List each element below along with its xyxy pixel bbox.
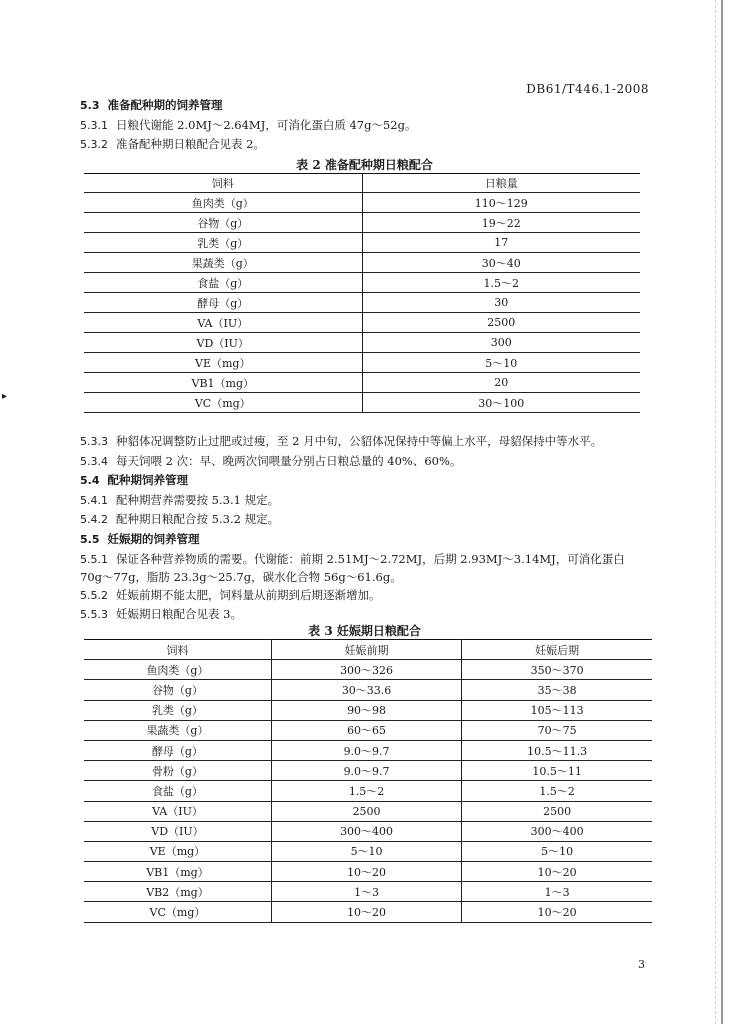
table-row: [84, 801, 652, 821]
table-cell: 19～22: [362, 213, 640, 233]
section-number: 5.4.1: [80, 494, 108, 507]
section-text: 妊娠期日粮配合见表 3。: [116, 607, 242, 621]
table-cell: 300～400: [271, 821, 461, 841]
table-cell: 10～20: [271, 902, 461, 922]
table-row: [84, 882, 652, 902]
section-number: 5.4.2: [80, 513, 108, 526]
table3-caption: 表 3 妊娠期日粮配合: [308, 624, 421, 638]
section-number: 5.5.3: [80, 608, 108, 621]
table-cell: 5～10: [362, 353, 640, 373]
section-line: [80, 97, 223, 113]
section-text: 每天饲喂 2 次：早、晚两次饲喂量分别占日粮总量的 40%、60%。: [116, 454, 462, 468]
table-cell: 10～20: [462, 862, 652, 882]
table-cell: VA（IU）: [84, 801, 271, 821]
table-cell: VA（IU）: [84, 313, 362, 333]
table-header-cell: 妊娠后期: [462, 640, 652, 660]
section-line: [80, 492, 279, 508]
table-cell: 谷物（g）: [84, 213, 362, 233]
table-row: [84, 313, 640, 333]
scan-edge: [721, 0, 723, 1024]
table-row: [84, 293, 640, 313]
section-number: 5.3.4: [80, 455, 108, 468]
table-cell: 1～3: [271, 882, 461, 902]
section-line: [80, 569, 402, 585]
section-number: 5.3: [80, 99, 100, 112]
table-cell: 110～129: [362, 193, 640, 213]
table-cell: 9.0～9.7: [271, 761, 461, 781]
table2: [84, 173, 640, 413]
table-cell: VB2（mg）: [84, 882, 271, 902]
table-row: [84, 902, 652, 922]
section-text: 日粮代谢能 2.0MJ～2.64MJ，可消化蛋白质 47g～52g。: [116, 118, 417, 132]
table-cell: 2500: [362, 313, 640, 333]
table-cell: 食盐（g）: [84, 781, 271, 801]
table-cell: VB1（mg）: [84, 373, 362, 393]
section-line: [80, 511, 279, 527]
section-number: 5.5: [80, 533, 100, 546]
section-number: 5.5.2: [80, 589, 108, 602]
table-cell: 鱼肉类（g）: [84, 193, 362, 213]
table-cell: 酵母（g）: [84, 293, 362, 313]
section-text: 70g～77g，脂肪 23.3g～25.7g，碳水化合物 56g～61.6g。: [80, 570, 402, 584]
section-text: 种貂体况调整防止过肥或过瘦，至 2 月中旬，公貂体况保持中等偏上水平，母貂保持中等水平。: [116, 434, 603, 448]
table-header-cell: 饲料: [84, 174, 362, 193]
table-cell: 300: [362, 333, 640, 353]
table2-caption: 表 2 准备配种期日粮配合: [296, 158, 433, 172]
table-cell: 105～113: [462, 700, 652, 720]
table-cell: 90～98: [271, 700, 461, 720]
table-row: [84, 273, 640, 293]
section-number: 5.5.1: [80, 553, 108, 566]
section-number: 5.4: [80, 474, 100, 487]
page-number: 3: [638, 958, 645, 971]
table2-header-row: [84, 174, 640, 193]
table-cell: 30～33.6: [271, 680, 461, 700]
table-cell: 10.5～11: [462, 761, 652, 781]
table-row: [84, 700, 652, 720]
table-header-cell: 饲料: [84, 640, 271, 660]
table-row: [84, 660, 652, 680]
table-cell: 10～20: [271, 862, 461, 882]
table-cell: 乳类（g）: [84, 233, 362, 253]
table3: [84, 639, 652, 923]
table-cell: VE（mg）: [84, 841, 271, 861]
table-cell: 乳类（g）: [84, 700, 271, 720]
table-row: [84, 353, 640, 373]
table-cell: VB1（mg）: [84, 862, 271, 882]
table-header-cell: 日粮量: [362, 174, 640, 193]
table-cell: 5～10: [462, 841, 652, 861]
table-row: [84, 761, 652, 781]
section-number: 5.3.3: [80, 435, 108, 448]
section-line: [80, 453, 461, 469]
table-row: [84, 781, 652, 801]
section-text: 配种期日粮配合按 5.3.2 规定。: [116, 512, 280, 526]
section-line: [80, 472, 188, 488]
table-cell: 350～370: [462, 660, 652, 680]
table-row: [84, 862, 652, 882]
table-row: [84, 841, 652, 861]
section-line: [80, 531, 200, 547]
table-cell: 1～3: [462, 882, 652, 902]
section-text: 准备配种期的饲养管理: [107, 98, 223, 112]
section-number: 5.3.2: [80, 138, 108, 151]
table-cell: 17: [362, 233, 640, 253]
table-row: [84, 213, 640, 233]
table-header-cell: 妊娠前期: [271, 640, 461, 660]
section-number: 5.3.1: [80, 119, 108, 132]
table-cell: 2500: [462, 801, 652, 821]
table-cell: VD（IU）: [84, 333, 362, 353]
section-line: [80, 587, 381, 603]
section-text: 准备配种期日粮配合见表 2。: [116, 137, 265, 151]
section-text: 保证各种营养物质的需要。代谢能：前期 2.51MJ～2.72MJ，后期 2.93MJ～3.14MJ，可消化蛋白: [116, 552, 625, 566]
table-cell: VD（IU）: [84, 821, 271, 841]
table-cell: 300～326: [271, 660, 461, 680]
section-text: 配种期营养需要按 5.3.1 规定。: [116, 493, 280, 507]
table-row: [84, 680, 652, 700]
table-cell: 30～100: [362, 393, 640, 413]
table-cell: 谷物（g）: [84, 680, 271, 700]
table-row: [84, 740, 652, 760]
table-cell: 1.5～2: [271, 781, 461, 801]
table-row: [84, 821, 652, 841]
table-row: [84, 193, 640, 213]
table-cell: 30～40: [362, 253, 640, 273]
table-cell: 骨粉（g）: [84, 761, 271, 781]
table-cell: 30: [362, 293, 640, 313]
section-text: 妊娠前期不能太肥，饲料量从前期到后期逐渐增加。: [116, 588, 381, 602]
table-cell: 2500: [271, 801, 461, 821]
section-line: [80, 117, 416, 133]
scan-mark: ▸: [2, 391, 8, 402]
section-line: [80, 606, 242, 622]
table-cell: 果蔬类（g）: [84, 253, 362, 273]
table-cell: 300～400: [462, 821, 652, 841]
table-cell: 20: [362, 373, 640, 393]
table-cell: 60～65: [271, 720, 461, 740]
table-cell: 鱼肉类（g）: [84, 660, 271, 680]
section-text: 妊娠期的饲养管理: [107, 532, 200, 546]
table-row: [84, 233, 640, 253]
table3-header-row: [84, 640, 652, 660]
table-cell: 1.5～2: [362, 273, 640, 293]
section-line: [80, 551, 625, 567]
table-row: [84, 393, 640, 413]
table-cell: 果蔬类（g）: [84, 720, 271, 740]
table-cell: VE（mg）: [84, 353, 362, 373]
table-row: [84, 720, 652, 740]
table-cell: 食盐（g）: [84, 273, 362, 293]
table-cell: 酵母（g）: [84, 740, 271, 760]
table-cell: 10～20: [462, 902, 652, 922]
standard-code: DB61/T446.1-2008: [526, 82, 649, 96]
section-text: 配种期饲养管理: [107, 473, 188, 487]
table-cell: 5～10: [271, 841, 461, 861]
table-row: [84, 253, 640, 273]
table-row: [84, 333, 640, 353]
table-cell: VC（mg）: [84, 902, 271, 922]
table-cell: 10.5～11.3: [462, 740, 652, 760]
section-line: [80, 433, 602, 449]
section-line: [80, 136, 265, 152]
table-row: [84, 373, 640, 393]
table-cell: 9.0～9.7: [271, 740, 461, 760]
table-cell: VC（mg）: [84, 393, 362, 413]
scan-edge-shadow: [715, 0, 717, 1024]
table-cell: 1.5～2: [462, 781, 652, 801]
table-cell: 35～38: [462, 680, 652, 700]
table-cell: 70～75: [462, 720, 652, 740]
